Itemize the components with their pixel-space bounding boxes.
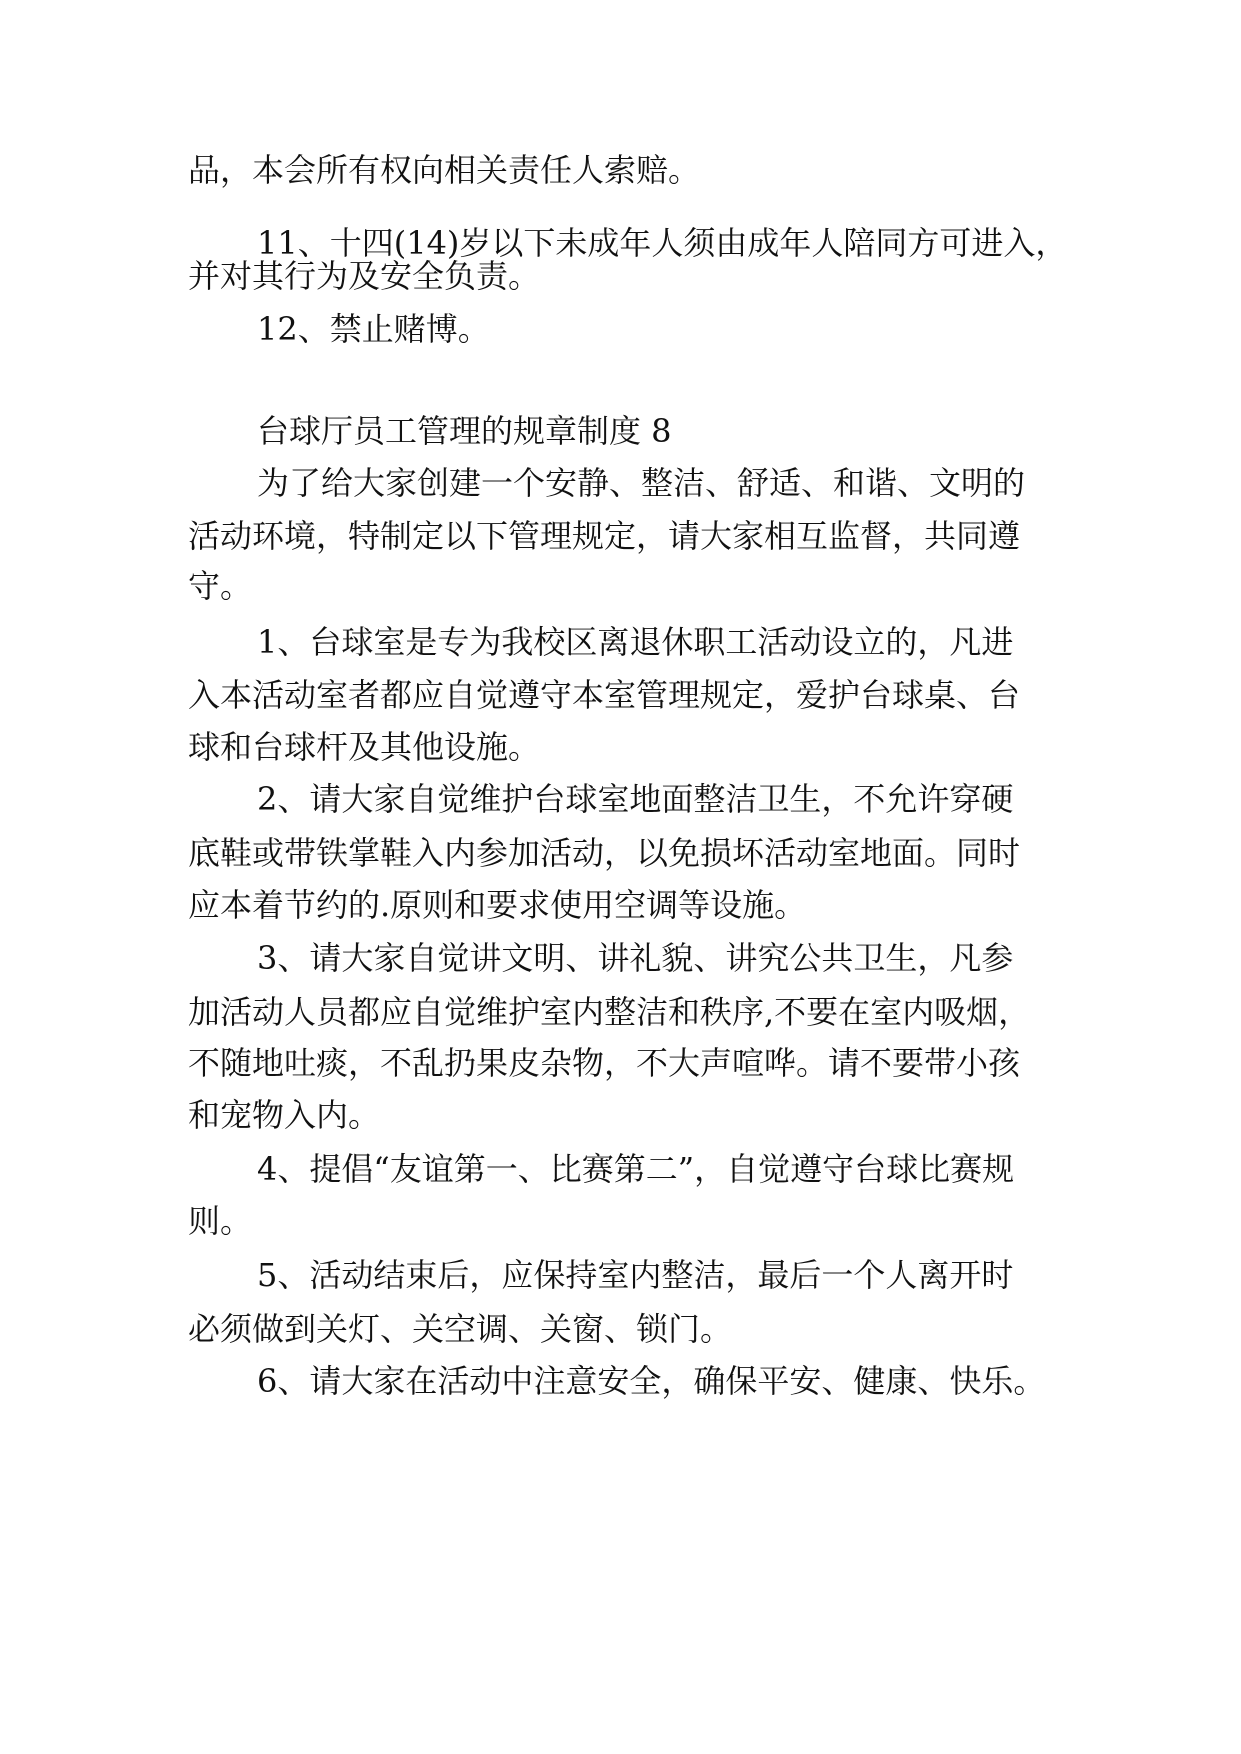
section-heading: 台球厅员工管理的规章制度 8 — [257, 412, 672, 450]
text-line: 守。 — [188, 567, 253, 605]
text-line: 6、请大家在活动中注意安全，确保平安、健康、快乐。 — [257, 1362, 1046, 1400]
text-line: 应本着节约的.原则和要求使用空调等设施。 — [188, 886, 807, 924]
text-line: 则。 — [188, 1202, 253, 1240]
text-line: 5、活动结束后，应保持室内整洁，最后一个人离开时 — [257, 1256, 1014, 1294]
text-line: 为了给大家创建一个安静、整洁、舒适、和谐、文明的 — [257, 464, 1026, 502]
text-line: 不随地吐痰，不乱扔果皮杂物，不大声喧哗。请不要带小孩 — [188, 1044, 1021, 1082]
text-line: 并对其行为及安全负责。 — [188, 257, 541, 295]
text-line: 品，本会所有权向相关责任人索赔。 — [188, 151, 701, 189]
text-line: 球和台球杆及其他设施。 — [188, 728, 541, 766]
text-line: 11、十四(14)岁以下未成年人须由成年人陪同方可进入， — [257, 224, 1068, 262]
text-line: 活动环境，特制定以下管理规定，请大家相互监督，共同遵 — [188, 517, 1021, 555]
text-line: 4、提倡“友谊第一、比赛第二”，自觉遵守台球比赛规 — [257, 1150, 1015, 1188]
text-line: 12、禁止赌博。 — [257, 310, 490, 348]
text-line: 入本活动室者都应自觉遵守本室管理规定，爱护台球桌、台 — [188, 676, 1021, 714]
text-line: 3、请大家自觉讲文明、讲礼貌、讲究公共卫生，凡参 — [257, 939, 1014, 977]
text-line: 和宠物入内。 — [188, 1096, 381, 1134]
text-line: 2、请大家自觉维护台球室地面整洁卫生，不允许穿硬 — [257, 780, 1014, 818]
text-line: 底鞋或带铁掌鞋入内参加活动，以免损坏活动室地面。同时 — [188, 834, 1021, 872]
text-line: 1、台球室是专为我校区离退休职工活动设立的，凡进 — [257, 623, 1014, 661]
text-line: 加活动人员都应自觉维护室内整洁和秩序,不要在室内吸烟， — [188, 993, 1031, 1031]
text-line: 必须做到关灯、关空调、关窗、锁门。 — [188, 1310, 733, 1348]
